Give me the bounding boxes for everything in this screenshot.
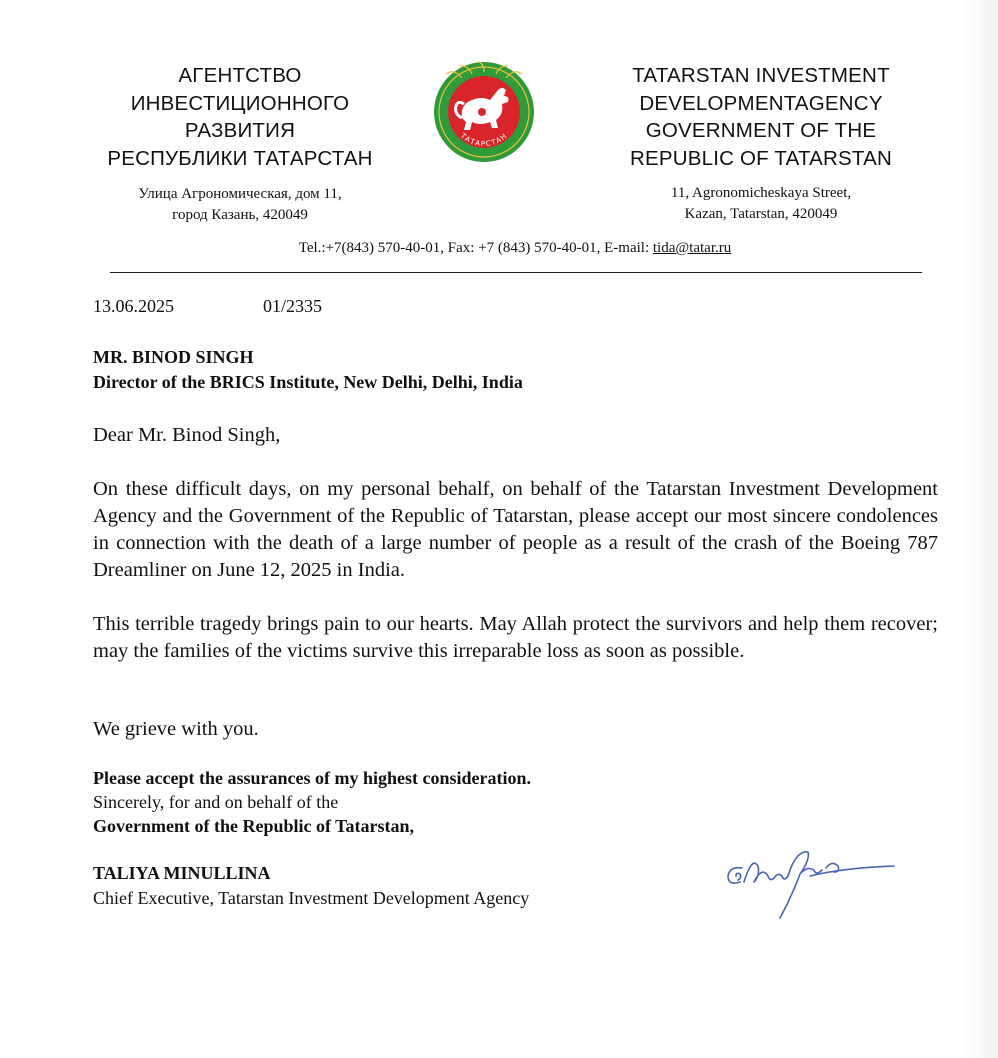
tatarstan-coat-of-arms-icon <box>432 60 536 164</box>
addressee-title: Director of the BRICS Institute, New Delhi, Delhi, India <box>93 372 523 392</box>
header-right-address-line: 11, Agronomicheskaya Street, <box>670 185 852 201</box>
handwritten-signature-icon <box>722 846 902 926</box>
contact-details: Tel.:+7(843) 570-40-01, Fax: +7 (843) 570-40-01, E-mail: <box>298 240 653 256</box>
header-right-address <box>600 183 922 224</box>
addressee-name: MR. BINOD SINGH <box>93 347 254 367</box>
header-left-title-line: РАЗВИТИЯ <box>184 119 296 142</box>
header-left-title-line: АГЕНТСТВО <box>178 64 302 87</box>
header-left-title-line: РЕСПУБЛИКИ ТАТАРСТАН <box>107 146 373 170</box>
addressee-block <box>93 345 523 395</box>
body-paragraph: On these difficult days, on my personal behalf, on behalf of the Tatarstan Investment Development Agency and the Government of the Republic of Tatarstan, please accept our most sincere condolences in connection with the death of a large number of people as a result of the crash of the Boeing 787 Dreamliner on June 12, 2025 in India. <box>93 478 938 581</box>
header-right-title <box>600 62 922 172</box>
header-left-address-line: Улица Агрономическая, дом 11, <box>138 186 342 202</box>
closing-line: Please accept the assurances of my highest consideration. <box>93 768 531 788</box>
header-left-address-line: город Казань, 420049 <box>172 206 308 223</box>
header-divider <box>110 272 922 273</box>
reference-number: 01/2335 <box>263 296 323 316</box>
body-paragraph: This terrible tragedy brings pain to our hearts. May Allah protect the survivors and help them recover; may the families of the victims survive this irreparable loss as soon as possible. <box>93 613 938 662</box>
contact-line <box>110 240 920 257</box>
header-right-title-line: GOVERNMENT OF THE <box>645 119 877 142</box>
closing-block <box>93 766 531 838</box>
header-right-title-line: TATARSTAN INVESTMENT <box>632 64 890 87</box>
email-link[interactable]: tida@tatar.ru <box>652 240 732 256</box>
letter-reference <box>93 296 322 317</box>
letter-date: 13.06.2025 <box>93 296 174 316</box>
header-right-title-line: DEVELOPMENTAGENCY <box>639 91 883 115</box>
header-right-title-line: REPUBLIC OF TATARSTAN <box>629 146 892 170</box>
salutation: Dear Mr. Binod Singh, <box>93 424 281 446</box>
signer-title: Chief Executive, Tatarstan Investment Development Agency <box>93 888 530 908</box>
emblem-ring-text: ТАТАРСТАН <box>458 131 510 149</box>
signer-block <box>93 861 529 911</box>
header-right-block <box>600 62 922 224</box>
header-left-title-line: ИНВЕСТИЦИОННОГО <box>130 91 350 115</box>
header-right-address-line: Kazan, Tatarstan, 420049 <box>684 205 838 222</box>
header-left-address <box>80 184 400 225</box>
header-left-block <box>80 62 400 225</box>
signer-name: TALIYA MINULLINA <box>93 863 271 883</box>
grieve-line: We grieve with you. <box>93 718 259 740</box>
page-edge-shadow <box>960 0 998 1058</box>
header-left-title <box>80 62 400 172</box>
closing-line: Sincerely, for and on behalf of the <box>93 792 339 812</box>
closing-line: Government of the Republic of Tatarstan, <box>93 816 414 836</box>
